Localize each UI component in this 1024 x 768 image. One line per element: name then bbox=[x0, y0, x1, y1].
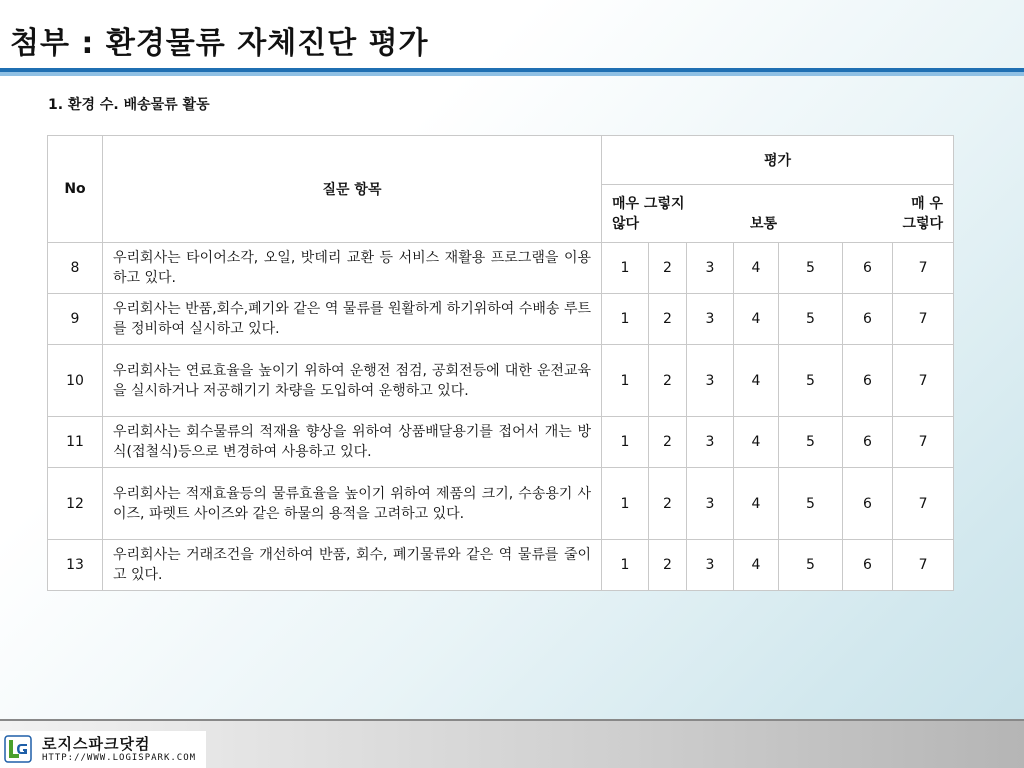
rating-option-7[interactable]: 7 bbox=[893, 345, 954, 417]
page-title: 첨부 : 환경물류 자체진단 평가 bbox=[10, 26, 429, 61]
rating-option-2[interactable]: 2 bbox=[649, 540, 687, 591]
rating-option-2[interactable]: 2 bbox=[649, 345, 687, 417]
rating-option-6[interactable]: 6 bbox=[843, 294, 893, 345]
rating-option-4[interactable]: 4 bbox=[734, 345, 779, 417]
rating-option-6[interactable]: 6 bbox=[843, 468, 893, 540]
row-number: 12 bbox=[48, 468, 103, 540]
question-text: 우리회사는 반품,회수,폐기와 같은 역 물류를 원활하게 하기위하여 수배송 루트를 정비하여 실시하고 있다. bbox=[103, 294, 602, 345]
rating-option-5[interactable]: 5 bbox=[779, 345, 843, 417]
rating-option-1[interactable]: 1 bbox=[602, 468, 649, 540]
rating-option-4[interactable]: 4 bbox=[734, 468, 779, 540]
rating-option-5[interactable]: 5 bbox=[779, 243, 843, 294]
rating-option-3[interactable]: 3 bbox=[687, 345, 734, 417]
header-rating: 평가 bbox=[602, 136, 954, 185]
row-number: 9 bbox=[48, 294, 103, 345]
rating-option-7[interactable]: 7 bbox=[893, 294, 954, 345]
rating-scale-header bbox=[602, 185, 954, 243]
rating-option-5[interactable]: 5 bbox=[779, 468, 843, 540]
rating-option-3[interactable]: 3 bbox=[687, 294, 734, 345]
table-row bbox=[48, 294, 954, 345]
rating-option-4[interactable]: 4 bbox=[734, 243, 779, 294]
rating-option-5[interactable]: 5 bbox=[779, 417, 843, 468]
rating-option-1[interactable]: 1 bbox=[602, 417, 649, 468]
rating-option-2[interactable]: 2 bbox=[649, 417, 687, 468]
rating-option-3[interactable]: 3 bbox=[687, 468, 734, 540]
row-number: 13 bbox=[48, 540, 103, 591]
question-text: 우리회사는 거래조건을 개선하여 반품, 회수, 폐기물류와 같은 역 물류를 줄이고 있다. bbox=[103, 540, 602, 591]
header-no: No bbox=[48, 136, 103, 243]
title-underline-light bbox=[0, 72, 1024, 76]
rating-option-7[interactable]: 7 bbox=[893, 468, 954, 540]
question-text: 우리회사는 적재효율등의 물류효율을 높이기 위하여 제품의 크기, 수송용기 사이즈, 파렛트 사이즈와 같은 하물의 용적을 고려하고 있다. bbox=[103, 468, 602, 540]
table-row bbox=[48, 417, 954, 468]
question-text: 우리회사는 회수물류의 적재율 향상을 위하여 상품배달용기를 접어서 개는 방식(접철식)등으로 변경하여 사용하고 있다. bbox=[103, 417, 602, 468]
rating-option-1[interactable]: 1 bbox=[602, 540, 649, 591]
logo-name: 로지스파크닷컴 bbox=[42, 735, 151, 753]
section-heading: 1. 환경 수. 배송물류 활동 bbox=[48, 97, 210, 113]
table-row bbox=[48, 345, 954, 417]
rating-option-1[interactable]: 1 bbox=[602, 294, 649, 345]
rating-option-5[interactable]: 5 bbox=[779, 540, 843, 591]
table-row bbox=[48, 540, 954, 591]
question-text: 우리회사는 연료효율을 높이기 위하여 운행전 점검, 공회전등에 대한 운전교육을 실시하거나 저공해기기 차량을 도입하여 운행하고 있다. bbox=[103, 345, 602, 417]
rating-option-3[interactable]: 3 bbox=[687, 540, 734, 591]
rating-option-6[interactable]: 6 bbox=[843, 417, 893, 468]
rating-option-4[interactable]: 4 bbox=[734, 540, 779, 591]
rating-option-2[interactable]: 2 bbox=[649, 468, 687, 540]
rating-option-4[interactable]: 4 bbox=[734, 417, 779, 468]
title-underline bbox=[0, 68, 1024, 76]
rating-option-5[interactable]: 5 bbox=[779, 294, 843, 345]
rating-option-2[interactable]: 2 bbox=[649, 294, 687, 345]
rating-option-6[interactable]: 6 bbox=[843, 243, 893, 294]
rating-option-4[interactable]: 4 bbox=[734, 294, 779, 345]
rating-option-6[interactable]: 6 bbox=[843, 345, 893, 417]
table-row bbox=[48, 468, 954, 540]
rating-option-1[interactable]: 1 bbox=[602, 243, 649, 294]
scale-label-middle: 보통 bbox=[750, 215, 778, 232]
lg-logo-icon bbox=[4, 735, 32, 763]
row-number: 10 bbox=[48, 345, 103, 417]
rating-option-6[interactable]: 6 bbox=[843, 540, 893, 591]
rating-option-7[interactable]: 7 bbox=[893, 417, 954, 468]
footer-logo[interactable] bbox=[0, 731, 206, 768]
row-number: 8 bbox=[48, 243, 103, 294]
rating-option-3[interactable]: 3 bbox=[687, 417, 734, 468]
rating-option-7[interactable]: 7 bbox=[893, 243, 954, 294]
scale-label-left: 매우 그렇지 않다 bbox=[612, 195, 685, 232]
evaluation-table bbox=[47, 135, 954, 591]
table-row bbox=[48, 243, 954, 294]
header-question: 질문 항목 bbox=[103, 136, 602, 243]
rating-option-2[interactable]: 2 bbox=[649, 243, 687, 294]
rating-option-1[interactable]: 1 bbox=[602, 345, 649, 417]
rating-option-3[interactable]: 3 bbox=[687, 243, 734, 294]
question-text: 우리회사는 타이어소각, 오일, 밧데리 교환 등 서비스 재활용 프로그램을 이용하고 있다. bbox=[103, 243, 602, 294]
rating-option-7[interactable]: 7 bbox=[893, 540, 954, 591]
scale-label-right: 매 우 그렇다 bbox=[902, 195, 944, 232]
row-number: 11 bbox=[48, 417, 103, 468]
logo-url: HTTP://WWW.LOGISPARK.COM bbox=[42, 753, 197, 763]
